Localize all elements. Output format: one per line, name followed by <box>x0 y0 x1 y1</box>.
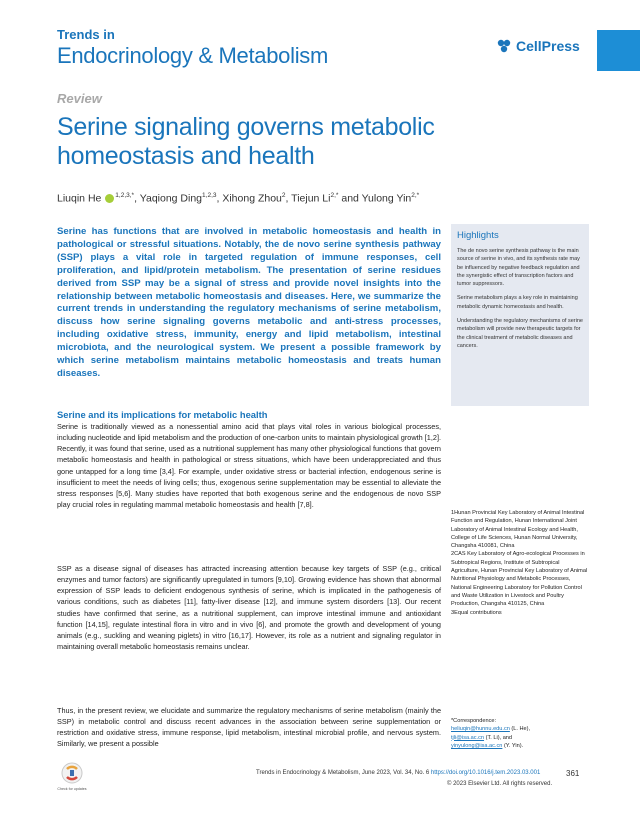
author-name[interactable]: Liuqin He <box>57 192 102 205</box>
highlight-item: The de novo serine synthesis pathway is the main source of serine in vivo, and its synthesis rate may be influenced by negative feedback regulation and the synergistic effect of transcription factors and tumor suppressors. <box>457 248 580 288</box>
author-affiliation-sup: 2,* <box>330 192 339 199</box>
correspondence-line <box>451 734 589 742</box>
correspondence <box>451 717 589 750</box>
check-for-updates-icon[interactable] <box>57 761 87 795</box>
check-badge-text: Check for updates <box>57 787 87 791</box>
author-separator: , <box>216 192 223 205</box>
author-separator: and <box>338 192 362 205</box>
email-link[interactable]: heliuqin@hunnu.edu.cn <box>451 726 510 733</box>
author-affiliation-sup: 2,* <box>411 192 420 199</box>
author-separator: , <box>134 192 140 205</box>
page-number: 361 <box>566 769 580 778</box>
journal-name-line2: Endocrinology & Metabolism <box>57 43 329 68</box>
cellpress-logo[interactable] <box>496 38 580 54</box>
body-paragraph: SSP as a disease signal of diseases has attracted increasing attention because key targets of SSP (e.g., critical enzymes and tumor factors) are significantly upregulated in tumors [9,10]. Growing evidence has shown that abnormal expression of SSP leads to deficient endogenous synthesis of serine, which is implicated in the pathogenesis of various conditions, such as diabetes [11], fatty-liver disease [12], and immune system disorders [13]. Our recent studies have confirmed that serine, as a nutritional supplement, can improve intestinal immune and antioxidant function [14,15], regulate intestinal flora in vitro and in vivo [6], and promote the growth and development of young animals (e.g., suckling and weaning piglets) in vitro [16,17]. However, its role as a nutrient and signaling regulator in maintaining overall metabolic homeostasis remains unclear. <box>57 564 441 652</box>
abstract: Serine has functions that are involved in metabolic homeostasis and health in pathological or stressful situations. Notably, the de novo serine synthesis pathway (SSP) plays a vital role in targeted regulation of immune responses, cell proliferation, and lipid/protein metabolism. The presentation of serine residues derived from SSP may be a signal of stress and provide novel insights into the relationship between metabolic homeostasis and diseases. Here, we summarize the current trends in understanding the regulatory mechanisms of serine metabolism, discuss how serine signaling governs metabolic and anti-stress processes, including oxidative stress, immunity, energy and lipid metabolism, intestinal microbiota, and the neurological system. We present a possible framework by which serine metabolism maintains metabolic homeostasis and treats human diseases. <box>57 226 441 379</box>
citation-text: Trends in Endocrinology & Metabolism, June 2023, Vol. 34, No. 6 <box>256 770 431 776</box>
section-heading: Serine and its implications for metabolic health <box>57 409 268 420</box>
author-list <box>57 192 597 205</box>
correspondence-who: (Y. Yin). <box>502 742 524 749</box>
highlight-item: Serine metabolism plays a key role in maintaining metabolic dynamic homeostasis and health. <box>457 295 578 310</box>
highlights-title: Highlights <box>457 230 499 241</box>
orcid-icon[interactable] <box>105 194 114 203</box>
author-name[interactable]: Yulong Yin <box>361 192 412 205</box>
affiliation-item: 2CAS Key Laboratory of Agro-ecological Processes in Subtropical Regions, Institute of Subtropical Agriculture, Hunan Provincial Key Laboratory of Animal Nutritional Physiology and Metabolic Processes, National Engineering Laboratory for Pollution Control and Waste Utilization in Livestock and Poultry Production, Changsha 410125, China <box>451 551 588 608</box>
publisher-name: CellPress <box>516 38 580 54</box>
email-link[interactable]: tjli@isa.ac.cn <box>451 734 485 741</box>
correspondence-line <box>451 725 589 733</box>
author-name[interactable]: Xihong Zhou <box>222 192 282 205</box>
affiliation-item: 3Equal contributions <box>451 609 502 616</box>
copyright: © 2023 Elsevier Ltd. All rights reserved. <box>447 781 553 787</box>
article-title: Serine signaling governs metabolic homeostasis and health <box>57 113 435 170</box>
affiliation-item: 1Hunan Provincial Key Laboratory of Animal Intestinal Function and Regulation, Hunan International Joint Laboratory of Animal Intestinal Ecology and Health, College of Life Sciences, Hunan Normal University, Changsha 410081, China <box>451 510 585 550</box>
author-affiliation-sup: 1,2,3,* <box>115 192 135 199</box>
correspondence-line <box>451 742 589 750</box>
highlight-item: Understanding the regulatory mechanisms of serine metabolism will provide new therapeutic targets for the clinical treatment of metabolic diseases and cancers. <box>457 318 583 349</box>
affiliations <box>451 509 589 617</box>
body-paragraph: Thus, in the present review, we elucidate and summarize the regulatory mechanisms of serine metabolism (mainly the SSP) in metabolic control and discuss recent advances in the association between serine supplementation or restriction and oxidative stress, immune response, lipid metabolism, intestinal microbial profile, and nervous system. Similarly, we present a possible <box>57 706 441 749</box>
correspondence-who: (T. Li), and <box>484 734 513 741</box>
author-affiliation-sup: 2 <box>281 192 286 199</box>
correspondence-who: (L. He), <box>509 726 531 733</box>
author-affiliation-sup: 1,2,3 <box>202 192 217 199</box>
email-link[interactable]: yinyulong@isa.ac.cn <box>451 742 503 749</box>
author-separator: , <box>285 192 292 205</box>
header-blue-tab <box>597 30 640 71</box>
author-name[interactable]: Tiejun Li <box>291 192 331 205</box>
correspondence-label: *Correspondence: <box>451 718 497 724</box>
body-paragraph: Serine is traditionally viewed as a nonessential amino acid that plays vital roles in various biological processes, including nucleotide and lipid metabolism and the production of one-carbon units to maintain physiological growth [1,2]. Recently, it was found that serine, used as a nutritional supplement has many other physiological functions that govern metabolic homeostasis and health in pathological or stress situations, which have been underappreciated and thus gone untapped for a long time [3,4]. For example, under oxidative stress or bacterial infection, endogenous serine is insufficient to meet the needs of living cells; thus, exogenous serine supplementation may be essential to alleviate the stress responses [5,6]. Many studies have reported that both exogenous serine and the endogenous de novo SSP play crucial roles in regulating mammal metabolic homeostasis and health [7,8]. <box>57 422 441 510</box>
article-type: Review <box>57 91 102 106</box>
author-name[interactable]: Yaqiong Ding <box>139 192 203 205</box>
highlights-box <box>451 224 589 406</box>
cellpress-mark-icon <box>496 39 512 53</box>
journal-name-line1: Trends in <box>57 27 115 42</box>
footer-citation <box>256 770 540 776</box>
doi-link[interactable]: https://doi.org/10.1016/j.tem.2023.03.001 <box>430 770 541 776</box>
